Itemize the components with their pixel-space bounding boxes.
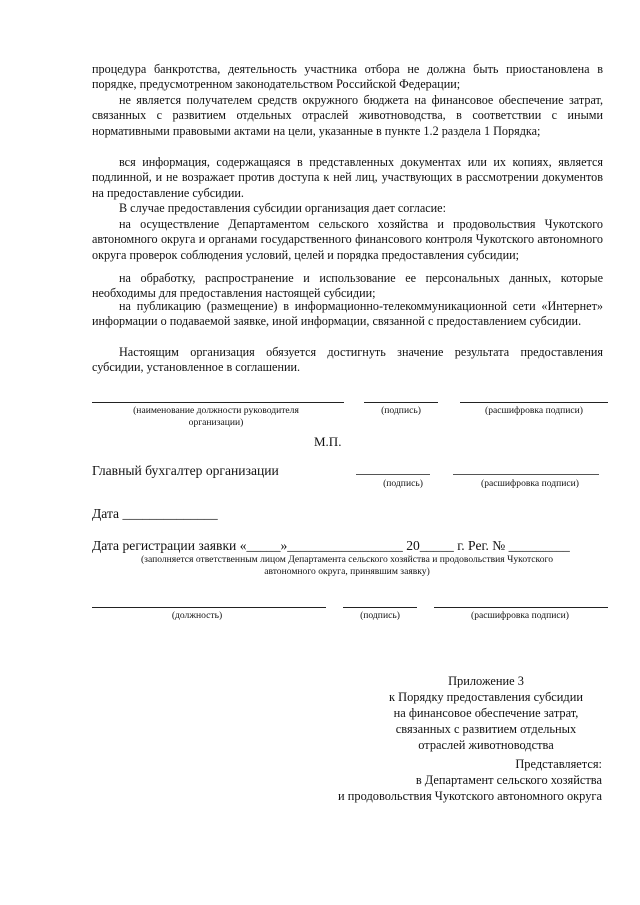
signature-caption: (подпись) bbox=[381, 405, 421, 416]
date-field: Дата ______________ bbox=[92, 506, 218, 521]
registration-note: (заполняется ответственным лицом Департамента сельского хозяйства и продовольствия Чукотского автономного округа, принявшим заявку) bbox=[140, 554, 554, 577]
appendix-line: связанных с развитием отдельных bbox=[395, 722, 577, 736]
submitted-to-block bbox=[300, 756, 602, 804]
paragraph-info-authentic: вся информация, содержащаяся в представленных документах или их копиях, является подлинной, и не возражает против доступа к ней лиц, участвующих в рассмотрении документов на предоставление субсидии. bbox=[92, 155, 603, 200]
registration-date-field: Дата регистрации заявки «_____»_________________ 20_____ г. Рег. № _________ bbox=[92, 538, 570, 553]
decryption-line bbox=[460, 402, 608, 403]
official-signature-line bbox=[343, 607, 417, 608]
position-line bbox=[92, 402, 344, 403]
accountant-signature-line bbox=[356, 474, 430, 475]
appendix-line: к Порядку предоставления субсидии bbox=[389, 690, 583, 704]
official-signature-caption: (подпись) bbox=[360, 610, 400, 621]
submitted-to-line: и продовольствия Чукотского автономного округа bbox=[338, 789, 602, 803]
decryption-caption: (расшифровка подписи) bbox=[485, 405, 583, 416]
official-position-caption: (должность) bbox=[171, 610, 223, 621]
position-caption: (наименование должности руководителя организации) bbox=[133, 405, 299, 428]
paragraph-consent-publication: на публикацию (размещение) в информационно-телекоммуникационной сети «Интернет» информации о подаваемой заявке, иной информации, связанной с предоставлением субсидии. bbox=[92, 299, 603, 329]
submitted-to-line: в Департамент сельского хозяйства bbox=[415, 773, 602, 787]
paragraph-consent-personal-data: на обработку, распространение и использование ее персональных данных, которые необходимы для предоставления настоящей субсидии; bbox=[92, 271, 603, 301]
accountant-signature-caption: (подпись) bbox=[383, 478, 423, 489]
appendix-line: отраслей животноводства bbox=[418, 738, 554, 752]
chief-accountant-label: Главный бухгалтер организации bbox=[92, 463, 279, 478]
accountant-decryption-caption: (расшифровка подписи) bbox=[481, 478, 579, 489]
official-decryption-caption: (расшифровка подписи) bbox=[471, 610, 569, 621]
paragraph-not-recipient: не является получателем средств окружного бюджета на финансовое обеспечение затрат, связанных с развитием отдельных отраслей животноводства, в соответствии с иными нормативными правовыми актами на цели, указанные в пункте 1.2 раздела 1 Порядка; bbox=[92, 93, 603, 138]
submitted-to-line: Представляется: bbox=[515, 757, 602, 771]
paragraph-consent-intro: В случае предоставления субсидии организация дает согласие: bbox=[119, 201, 446, 215]
official-decryption-line bbox=[434, 607, 608, 608]
signature-line bbox=[364, 402, 438, 403]
paragraph-consent-inspections: на осуществление Департаментом сельского хозяйства и продовольствия Чукотского автономного округа и органами государственного финансового контроля Чукотского автономного округа проверок соблюдения условий, целей и порядка предоставления субсидии; bbox=[92, 217, 603, 262]
paragraph-obligation: Настоящим организация обязуется достигнуть значение результата предоставления субсидии, установленное в соглашении. bbox=[92, 345, 603, 375]
appendix-line: Приложение 3 bbox=[448, 674, 524, 688]
accountant-decryption-line bbox=[453, 474, 599, 475]
appendix-heading bbox=[378, 673, 594, 753]
official-position-line bbox=[92, 607, 326, 608]
appendix-line: на финансовое обеспечение затрат, bbox=[393, 706, 579, 720]
paragraph-bankruptcy: процедура банкротства, деятельность участника отбора не должна быть приостановлена в порядке, предусмотренном законодательством Российской Федерации; bbox=[92, 62, 603, 92]
stamp-placeholder: М.П. bbox=[314, 434, 342, 449]
